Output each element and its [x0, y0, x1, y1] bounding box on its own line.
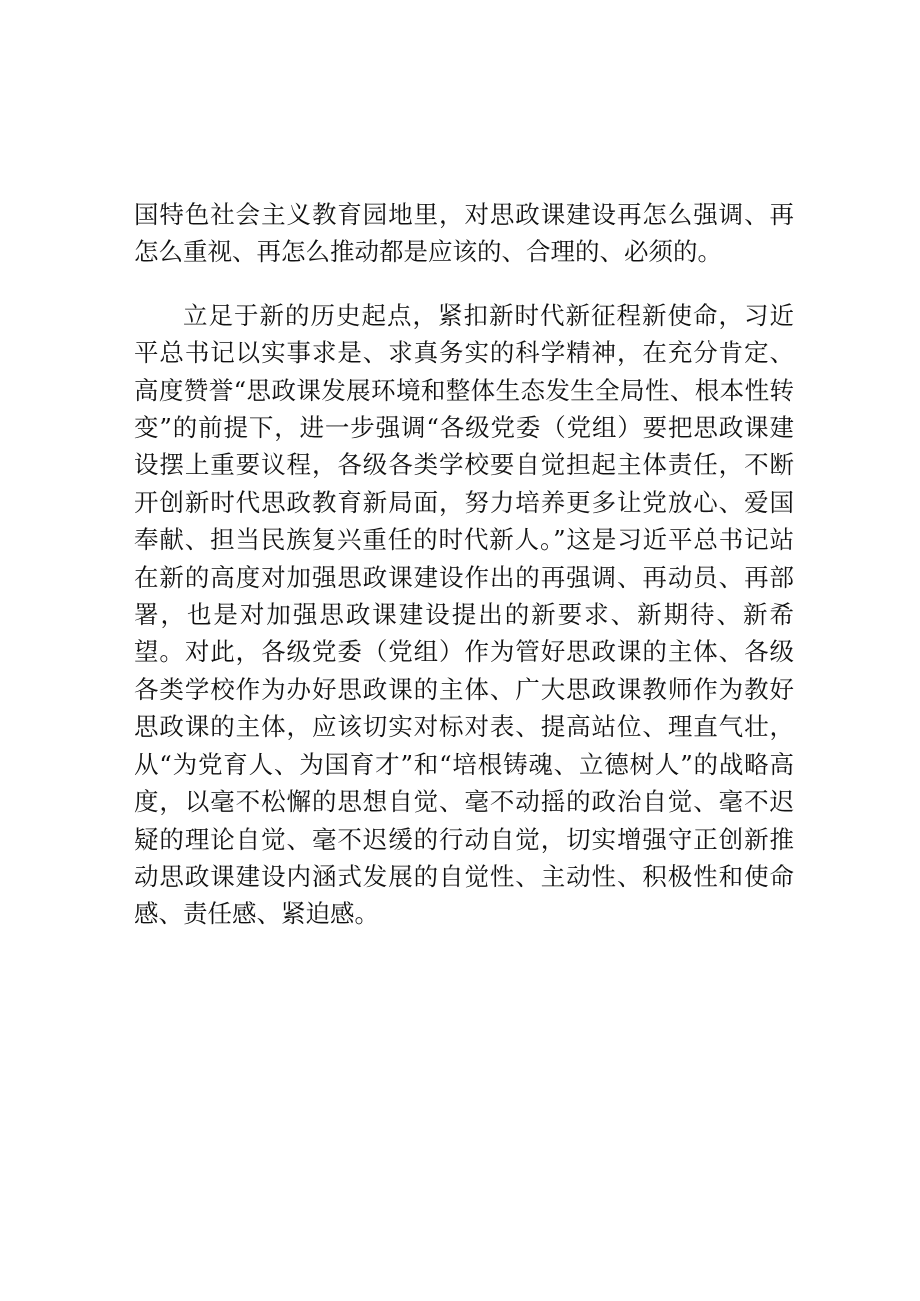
document-body — [134, 196, 794, 933]
paragraph-1: 国特色社会主义教育园地里，对思政课建设再怎么强调、再怎么重视、再怎么推动都是应该的、合理的、必须的。 — [134, 200, 794, 267]
paragraph-2: 立足于新的历史起点，紧扣新时代新征程新使命，习近平总书记以实事求是、求真务实的科学精神，在充分肯定、高度赞誉“思政课发展环境和整体生态发生全局性、根本性转变”的前提下，进一步强调“各级党委（党组）要把思政课建设摆上重要议程，各级各类学校要自觉担起主体责任，不断开创新时代思政教育新局面，努力培养更多让党放心、爱国奉献、担当民族复兴重任的时代新人。”这是习近平总书记站在新的高度对加强思政课建设作出的再强调、再动员、再部署，也是对加强思政课建设提出的新要求、新期待、新希望。对此，各级党委（党组）作为管好思政课的主体、各级各类学校作为办好思政课的主体、广大思政课教师作为教好思政课的主体，应该切实对标对表、提高站位、理直气壮，从“为党育人、为国育才”和“培根铸魂、立德树人”的战略高度，以毫不松懈的思想自觉、毫不动摇的政治自觉、毫不迟疑的理论自觉、毫不迟缓的行动自觉，切实增强守正创新推动思政课建设内涵式发展的自觉性、主动性、积极性和使命感、责任感、紧迫感。 — [134, 300, 794, 929]
